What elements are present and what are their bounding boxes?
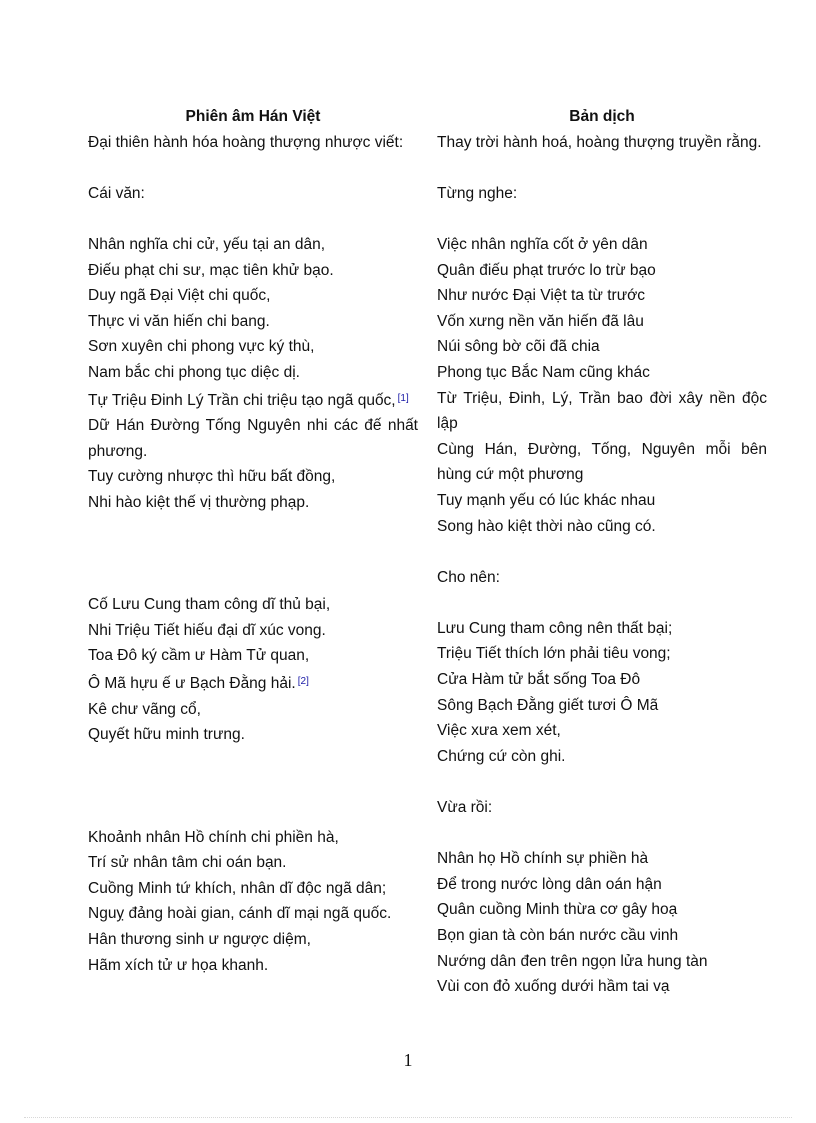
left-line: Toa Đô ký cầm ư Hàm Tử quan, <box>88 647 310 665</box>
right-line: Tuy mạnh yếu có lúc khác nhau <box>437 491 656 509</box>
translation-column <box>437 104 767 1000</box>
left-line: Nhân nghĩa chi cử, yếu tại an dân, <box>88 235 326 253</box>
right-line: Vốn xưng nền văn hiến đã lâu <box>437 312 644 330</box>
left-line: Cuồng Minh tứ khích, nhân dĩ độc ngã dân; <box>88 879 387 897</box>
right-line: Cho nên: <box>437 568 500 586</box>
spacer <box>437 155 767 181</box>
left-column-header: Phiên âm Hán Việt <box>185 108 321 125</box>
left-line-with-footnote <box>88 386 418 414</box>
right-line: Thay trời hành hoá, hoàng thượng truyền rằng. <box>437 133 762 151</box>
left-line: Nam bắc chi phong tục diệc dị. <box>88 363 300 381</box>
left-line: Nhi Triệu Tiết hiếu đại dĩ xúc vong. <box>88 621 326 639</box>
left-line-text: Ô Mã hựu ế ư Bạch Đằng hải. <box>88 675 296 693</box>
right-line: Nướng dân đen trên ngọn lửa hung tàn <box>437 952 708 970</box>
spacer <box>437 769 767 795</box>
left-line: Dữ Hán Đường Tống Nguyên nhi các đế nhất phương. <box>88 417 418 460</box>
left-line-text: Tự Triệu Đinh Lý Trần chi triệu tạo ngã quốc, <box>88 391 396 409</box>
right-line: Cùng Hán, Đường, Tống, Nguyên mỗi bên hùng cứ một phương <box>437 440 767 484</box>
footnote-link-2[interactable]: [2] <box>297 676 309 688</box>
right-line: Nhân họ Hồ chính sự phiền hà <box>437 850 649 868</box>
left-line: Cố Lưu Cung tham công dĩ thủ bại, <box>88 596 331 614</box>
right-line: Việc nhân nghĩa cốt ở yên dân <box>437 235 648 253</box>
spacer <box>88 155 418 181</box>
left-line: Nguỵ đảng hoài gian, cánh dĩ mại ngã quốc. <box>88 905 392 923</box>
left-line: Duy ngã Đại Việt chi quốc, <box>88 287 271 305</box>
sino-vietnamese-column <box>88 104 418 978</box>
page-number: 1 <box>403 1050 413 1070</box>
left-line: Quyết hữu minh trưng. <box>88 726 245 744</box>
left-line: Sơn xuyên chi phong vực ký thù, <box>88 338 315 356</box>
right-line: Quân cuồng Minh thừa cơ gây hoạ <box>437 901 678 919</box>
left-line-with-footnote <box>88 669 418 697</box>
right-line: Bọn gian tà còn bán nước cầu vinh <box>437 927 679 944</box>
left-line: Khoảnh nhân Hồ chính chi phiền hà, <box>88 828 339 846</box>
right-line: Triệu Tiết thích lớn phải tiêu vong; <box>437 645 671 663</box>
spacer <box>437 206 767 232</box>
spacer <box>437 539 767 565</box>
right-line: Sông Bạch Đằng giết tươi Ô Mã <box>437 696 659 714</box>
right-line: Việc xưa xem xét, <box>437 722 561 740</box>
spacer <box>88 799 418 825</box>
right-line: Như nước Đại Việt ta từ trước <box>437 287 645 305</box>
right-line: Quân điếu phạt trước lo trừ bạo <box>437 261 656 279</box>
left-line: Hân thương sinh ư ngược diệm, <box>88 931 311 948</box>
right-line: Núi sông bờ cõi đã chia <box>437 338 600 356</box>
left-line: Hãm xích tử ư họa khanh. <box>88 956 269 974</box>
right-line: Phong tục Bắc Nam cũng khác <box>437 363 650 381</box>
spacer <box>88 516 418 542</box>
right-line: Từng nghe: <box>437 184 518 202</box>
left-line: Cái văn: <box>88 184 145 202</box>
spacer <box>88 541 418 567</box>
footnote-link-1[interactable]: [1] <box>397 392 409 404</box>
left-line: Điếu phạt chi sư, mạc tiên khử bạo. <box>88 261 334 279</box>
left-line: Tuy cường nhược thì hữu bất đồng, <box>88 468 336 486</box>
spacer <box>88 206 418 232</box>
right-line: Vừa rồi: <box>437 799 493 817</box>
right-line: Song hào kiệt thời nào cũng có. <box>437 517 656 535</box>
left-line: Trí sử nhân tâm chi oán bạn. <box>88 854 287 872</box>
right-line: Để trong nước lòng dân oán hận <box>437 875 662 893</box>
spacer <box>88 773 418 799</box>
right-line: Chứng cứ còn ghi. <box>437 747 566 765</box>
page-bottom-divider <box>24 1117 792 1118</box>
spacer <box>88 567 418 593</box>
spacer <box>437 821 767 847</box>
right-column-header: Bản dịch <box>569 108 635 125</box>
right-line: Từ Triệu, Đinh, Lý, Trần bao đời xây nền độc lập <box>437 389 767 433</box>
left-line: Kê chư vãng cổ, <box>88 700 201 718</box>
spacer <box>437 590 767 616</box>
left-line: Thực vi văn hiến chi bang. <box>88 312 270 330</box>
right-line: Cửa Hàm tử bắt sống Toa Đô <box>437 671 641 689</box>
spacer <box>88 748 418 774</box>
left-line: Nhi hào kiệt thế vị thường phạp. <box>88 493 310 511</box>
right-line: Lưu Cung tham công nên thất bại; <box>437 619 673 637</box>
left-line: Đại thiên hành hóa hoàng thượng nhược viết: <box>88 133 404 151</box>
right-line: Vùi con đỏ xuống dưới hầm tai vạ <box>437 978 670 996</box>
